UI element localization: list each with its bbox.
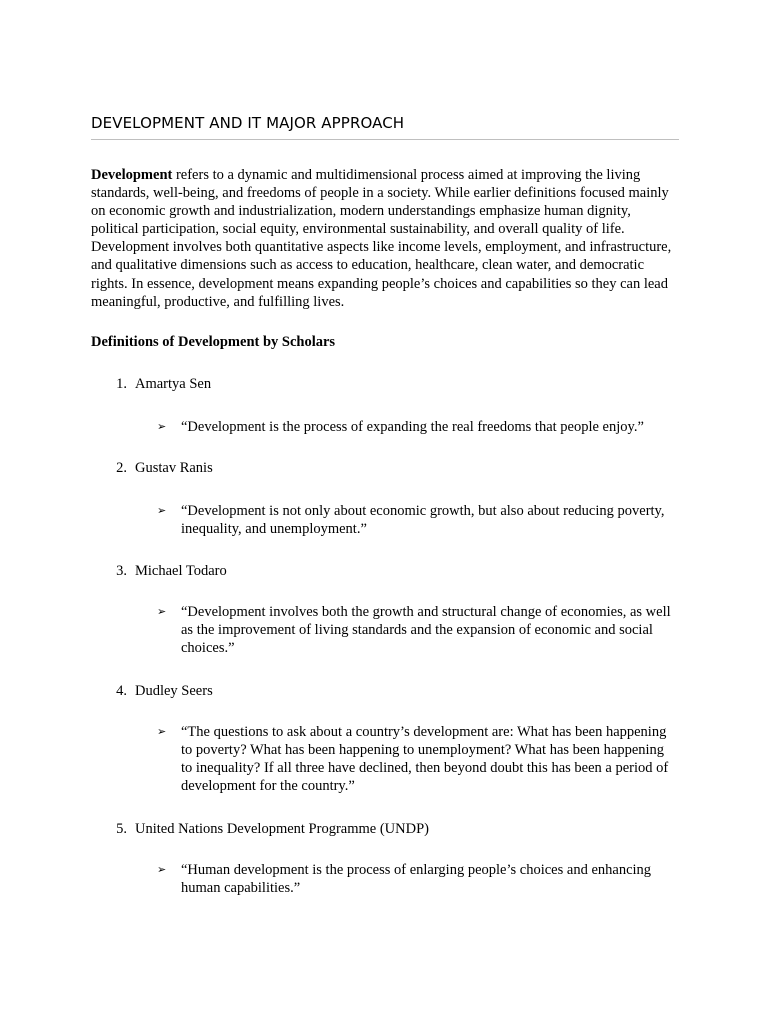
arrow-bullet-icon: ➢ bbox=[157, 605, 167, 618]
scholar-quote bbox=[157, 723, 677, 795]
title-underline-divider bbox=[91, 139, 679, 140]
list-number: 4. bbox=[116, 683, 127, 699]
quote-text: “Development is not only about economic growth, but also about reducing poverty, inequality, and unemployment.” bbox=[181, 503, 665, 538]
arrow-bullet-icon: ➢ bbox=[157, 863, 167, 876]
scholar-name: United Nations Development Programme (UNDP) bbox=[135, 821, 429, 837]
intro-lead-term: Development bbox=[91, 167, 173, 183]
scholar-quote bbox=[157, 418, 677, 436]
list-item-scholar bbox=[91, 375, 679, 393]
list-item-scholar bbox=[91, 562, 679, 580]
quote-text: “Human development is the process of enlarging people’s choices and enhancing human capabilities.” bbox=[181, 862, 652, 897]
list-number: 1. bbox=[116, 376, 127, 392]
list-item-scholar bbox=[91, 459, 679, 477]
list-item-scholar bbox=[91, 682, 679, 700]
intro-paragraph bbox=[91, 166, 679, 311]
section-heading: Definitions of Development by Scholars bbox=[91, 334, 336, 350]
list-number: 5. bbox=[116, 821, 127, 837]
scholar-quote bbox=[157, 861, 677, 897]
list-number: 3. bbox=[116, 563, 127, 579]
quote-text: “The questions to ask about a country’s development are: What has been happening to poverty? What has been happening to unemployment? What has been happening to inequality? If all three have declined, then beyond doubt this has been a period of development for the country.” bbox=[181, 724, 669, 795]
list-item-scholar bbox=[91, 820, 679, 838]
scholar-name: Michael Todaro bbox=[135, 563, 227, 579]
scholar-name: Dudley Seers bbox=[135, 683, 213, 699]
quote-text: “Development is the process of expanding the real freedoms that people enjoy.” bbox=[181, 419, 644, 435]
arrow-bullet-icon: ➢ bbox=[157, 725, 167, 738]
scholar-name: Amartya Sen bbox=[135, 376, 212, 392]
list-number: 2. bbox=[116, 460, 127, 476]
scholar-name: Gustav Ranis bbox=[135, 460, 213, 476]
page-title: DEVELOPMENT AND IT MAJOR APPROACH bbox=[91, 114, 405, 132]
arrow-bullet-icon: ➢ bbox=[157, 420, 167, 433]
scholar-quote bbox=[157, 502, 677, 538]
quote-text: “Development involves both the growth and structural change of economies, as well as the improvement of living standards and the expansion of economic and social choices.” bbox=[181, 604, 671, 657]
arrow-bullet-icon: ➢ bbox=[157, 504, 167, 517]
scholar-quote bbox=[157, 603, 677, 657]
intro-body-text: refers to a dynamic and multidimensional process aimed at improving the living standards, well-being, and freedoms of people in a society. While earlier definitions focused mainly on economic growth and industrialization, modern understandings emphasize human dignity, political participation, social equity, environmental sustainability, and overall quality of life. Development involves both quantitative aspects like income levels, employment, and infrastructure, and qualitative dimensions such as access to education, healthcare, clean water, and democratic rights. In essence, development means expanding people’s choices and capabilities so they can lead meaningful, productive, and fulfilling lives. bbox=[91, 167, 672, 310]
